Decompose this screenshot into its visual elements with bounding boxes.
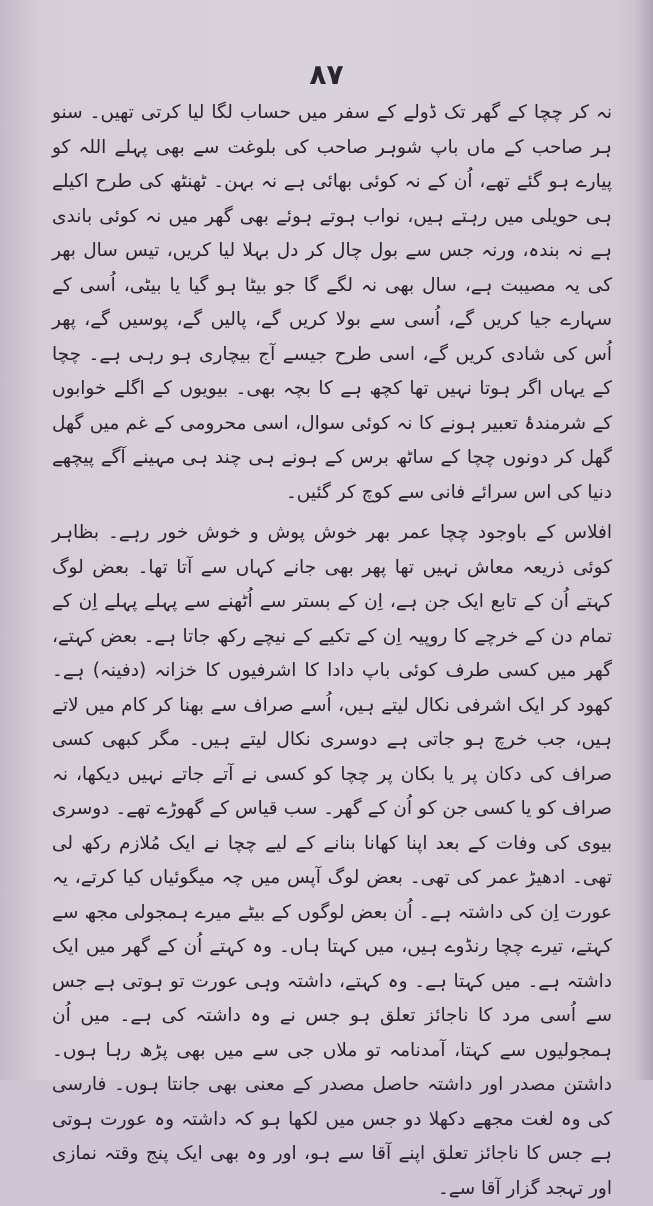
page-number: ۸۷	[309, 58, 344, 91]
paragraph-2: افلاس کے باوجود چچا عمر بھر خوش پوش و خوش خور رہے۔ بظاہر کوئی ذریعہ معاش نہیں تھا پھر بھی جانے کہاں سے آتا تھا۔ بعض لوگ کہتے اُن کے تابع ایک جن ہے، اِن کے بستر سے اُٹھنے سے پہلے پہلے اِن کے تمام دن کے خرچے کا روپیہ اِن کے تکیے کے نیچے رکھ جاتا ہے۔ بعض کہتے، گھر میں کسی طرف کوئی باپ دادا کا اشرفیوں کا خزانہ (دفینہ) ہے۔ کھود کر ایک اشرفی نکال لیتے ہیں، اُسے صراف سے بھنا کر کام میں لاتے ہیں، جب خرچ ہو جاتی ہے دوسری نکال لیتے ہیں۔ مگر کبھی کسی صراف کی دکان پر یا بکان پر چچا کو کسی نے آتے جاتے نہیں دیکھا، نہ صراف کو یا کسی جن کو اُن کے گھر۔ سب قیاس کے گھوڑے تھے۔ دوسری بیوی کی وفات کے بعد اپنا کھانا بنانے کے لیے چچا نے ایک مُلازم رکھ لی تھی۔ ادھیڑ عمر کی تھی۔ بعض لوگ آپس میں چہ میگوئیاں کیا کرتے، یہ عورت اِن کی داشتہ ہے۔ اُن بعض لوگوں کے بیٹے میرے ہمجولی مجھ سے کہتے، تیرے چچا رنڈوے ہیں، میں کہتا ہاں۔ وہ کہتے اُن کے گھر میں ایک داشتہ ہے۔ میں کہتا ہے۔ وہ کہتے، داشتہ وہی عورت تو ہوتی ہے جس سے اُسی مرد کا ناجائز تعلق ہو جس نے وہ داشتہ کی ہے۔ میں اُن ہمجولیوں سے کہتا، آمدنامہ تو ملاں جی سے میں بھی پڑھ رہا ہوں۔ داشتن مصدر اور داشتہ حاصل مصدر کے معنی بھی جانتا ہوں۔ فارسی کی وہ لغت مجھے دکھلا دو جس میں لکھا ہو کہ داشتہ وہ عورت ہوتی ہے جس کا ناجائز تعلق اپنے آقا سے ہو، اور وہ بھی ایک پنج وقتہ نمازی اور تہجد گزار آقا سے۔	[52, 522, 612, 1199]
page-text	[52, 96, 612, 1206]
paragraph-1: نہ کر چچا کے گھر تک ڈولے کے سفر میں حساب لگا لیا کرتی تھیں۔ سنو ہر صاحب کے ماں باپ شوہر صاحب کی بلوغت سے بھی پہلے اللہ کو پیارے ہو گئے تھے، اُن کے نہ کوئی بھائی ہے نہ بہن۔ ٹھنٹھ کی طرح اکیلے ہی حویلی میں رہتے ہیں، نواب ہوتے ہوئے بھی گھر میں نہ کوئی باندی ہے نہ بندہ، ورنہ جس سے بول چال کر دل بہلا لیا کریں، تیس سال بھر کی یہ مصیبت ہے، سال بھی نہ لگے گا جو بیٹا ہو گیا یا بیٹی، اُسی کے سہارے جیا کریں گے، اُسی سے بولا کریں گے، پالیں گے، پوسیں گے، پھر اُس کی شادی کریں گے، اسی طرح جیسے آج بیچاری ہو رہی ہے۔ چچا کے یہاں اگر ہوتا نہیں تھا کچھ ہے کا بچہ بھی۔ بیویوں کے اگلے خوابوں کے شرمندۂ تعبیر ہونے کا نہ کوئی سوال، اسی محرومی کے غم میں گھل گھل کر دونوں چچا کے ساٹھ برس کے ہونے ہی چند ہی مہینے آگے پیچھے دنیا کی اس سرائے فانی سے کوچ کر گئیں۔	[52, 102, 612, 503]
page-spine-shadow	[635, 0, 653, 1080]
